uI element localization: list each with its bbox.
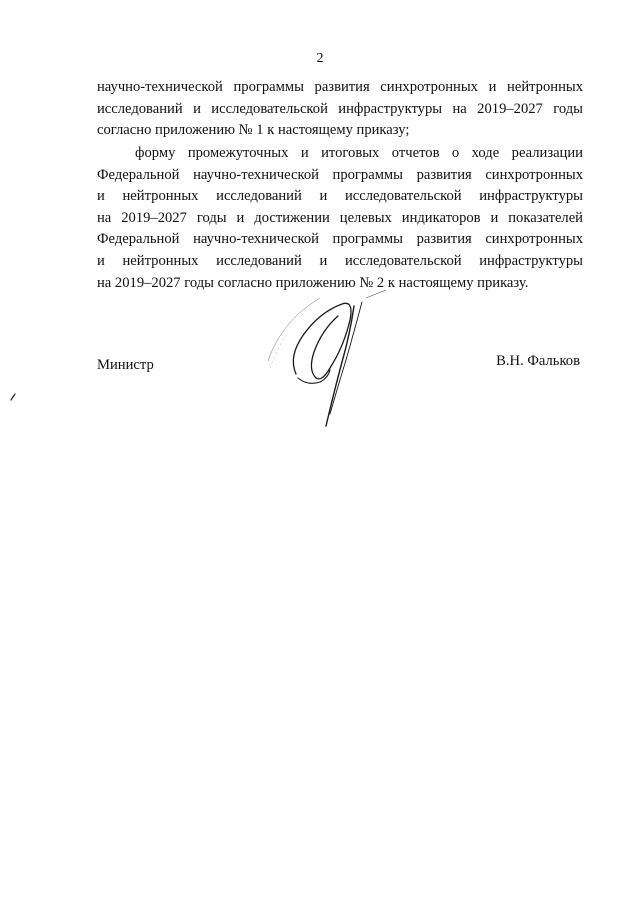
margin-mark-icon	[8, 392, 18, 402]
paragraph-1-line-3: согласно приложению № 1 к настоящему приказу;	[97, 122, 410, 139]
paragraph-2-line-4: на 2019–2027 годы и достижении целевых индикаторов и показателей	[97, 209, 583, 226]
paragraph-2-line-2: Федеральной научно-технической программы развития синхротронных	[97, 166, 583, 183]
paragraph-2-line-5: Федеральной научно-технической программы развития синхротронных	[97, 231, 583, 248]
paragraph-2-line-1: форму промежуточных и итоговых отчетов о ходе реализации	[135, 145, 583, 161]
paragraph-2	[97, 143, 583, 294]
paragraph-1-line-2: исследований и исследовательской инфраструктуры на 2019–2027 годы	[97, 100, 583, 117]
paragraph-1-line-1: научно-технической программы развития синхротронных и нейтронных	[97, 79, 583, 95]
paragraph-2-line-3: и нейтронных исследований и исследовательской инфраструктуры	[97, 188, 583, 205]
signatory-name: В.Н. Фальков	[496, 353, 580, 369]
paragraph-2-line-6: и нейтронных исследований и исследовательской инфраструктуры	[97, 252, 583, 269]
page-number: 2	[316, 51, 324, 66]
paragraph-2-line-7: на 2019–2027 годы согласно приложению № 2 к настоящему приказу.	[97, 274, 529, 291]
paragraph-1	[97, 77, 583, 142]
signatory-title: Министр	[97, 357, 154, 373]
handwritten-signature	[258, 286, 398, 436]
